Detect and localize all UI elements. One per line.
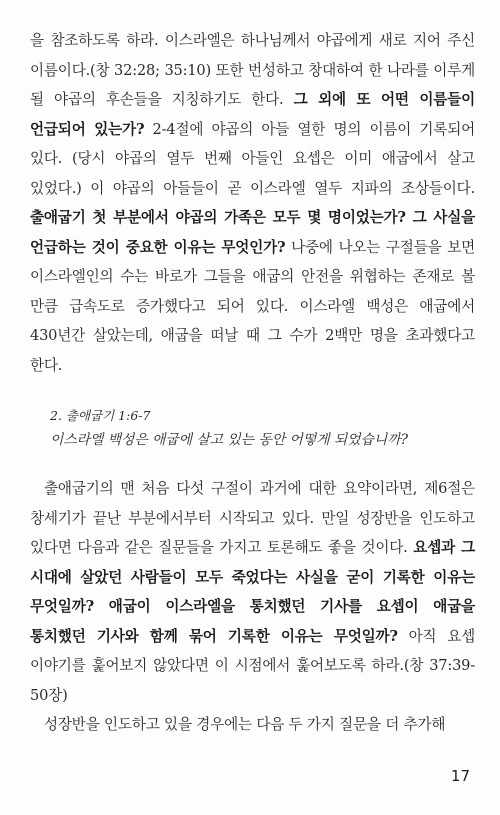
- page-content: [30, 26, 475, 740]
- paragraph-1-text-3: 나중에 나오는 구절들을 보면 이스라엘인의 수는 바로가 그들을 애굽의 안전을 위협하는 존재로 볼 만큼 급속도로 증가했다고 되어 있다. 이스라엘 백성은 애굽에서 430년간 살았는데, 애굽을 떠날 때 그 수가 2백만 명을 초과했다고 한다.: [30, 238, 475, 374]
- paragraph-1-bold-question-1: 그 외에 또 어떤 이름들이 언급되어 있는가?: [30, 91, 475, 138]
- paragraph-1-text-2: 2-4절에 야곱의 아들 열한 명의 이름이 기록되어 있다. (당시 야곱의 열두 번째 아들인 요셉은 이미 애굽에서 살고 있었다.) 이 야곱의 아들들이 곧 이스라엘 열두 지파의 조상들이다.: [30, 120, 475, 197]
- paragraph-3-text-1: 성장반을 인도하고 있을 경우에는 다음 두 가지 질문을 더 추가해: [44, 716, 446, 733]
- paragraph-2-text-1: 출애굽기의 맨 처음 다섯 구절이 과거에 대한 요약이라면, 제6절은 창세기가 끝난 부분에서부터 시작되고 있다. 만일 성장반을 인도하고 있다면 다음과 같은 질문들을 가지고 토론해도 좋을 것이다.: [30, 480, 475, 556]
- paragraph-1: [30, 26, 475, 380]
- page-number: 17: [450, 767, 470, 785]
- paragraph-2-bold-questions: 요셉과 그 시대에 살았던 사람들이 모두 죽었다는 사실을 굳이 기록한 이유는 무엇일까? 애굽이 이스라엘을 통치했던 기사를 요셉이 애굽을 통치했던 기사와 함께 묶어 기록한 이유는 무엇일까?: [30, 539, 475, 645]
- paragraph-3: [30, 710, 475, 740]
- paragraph-1-bold-question-2: 출애굽기 첫 부분에서 야곱의 가족은 모두 몇 명이었는가? 그 사실을 언급하는 것이 중요한 이유는 무엇인가?: [30, 209, 475, 256]
- section-title: 2. 출애굽기 1:6-7: [50, 408, 151, 423]
- paragraph-1-text-1: 을 참조하도록 하라. 이스라엘은 하나님께서 야곱에게 새로 지어 주신 이름이다.(창 32:28; 35:10) 또한 번성하고 창대하여 한 나라를 이루게 될 야곱의 후손들을 지칭하기도 한다.: [30, 32, 475, 108]
- paragraph-2-text-2: 아직 요셉 이야기를 훑어보지 않았다면 이 시점에서 훑어보도록 하라.(창 37:39-50장): [30, 627, 475, 704]
- paragraph-2: [30, 474, 475, 710]
- section-question: 이스라엘 백성은 애굽에 살고 있는 동안 어떻게 되었습니까?: [50, 432, 408, 448]
- section-heading-block: [30, 406, 475, 452]
